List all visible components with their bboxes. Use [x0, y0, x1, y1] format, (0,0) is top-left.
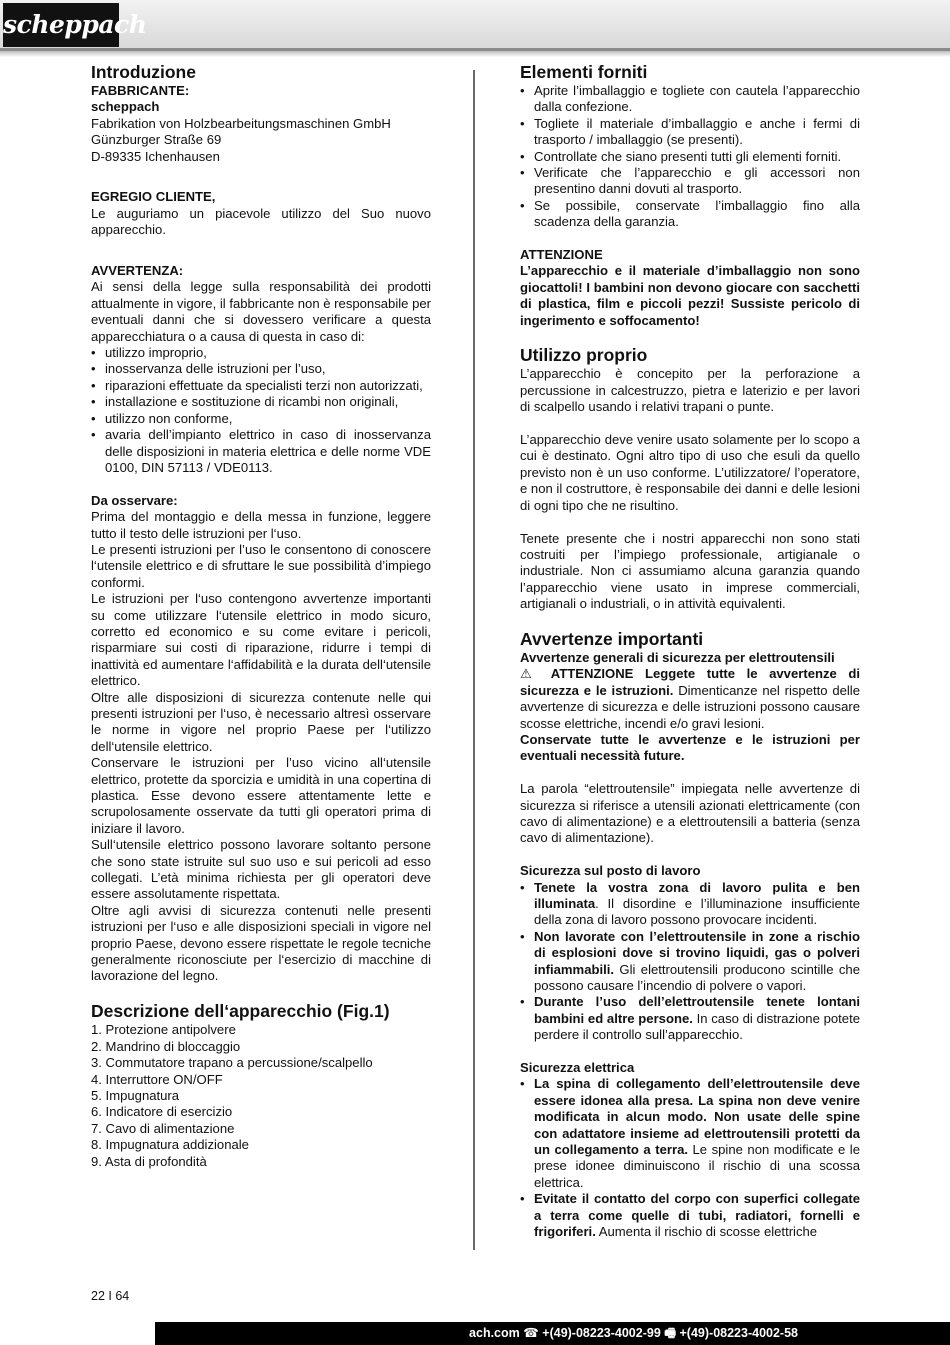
list-item: 3. Commutatore trapano a percussione/scalpello: [91, 1055, 373, 1071]
company-name: scheppach: [91, 99, 160, 115]
dear-customer-text: Le auguriamo un piacevole utilizzo del Suo nuovo apparecchio.: [91, 205, 431, 238]
list-item: 5. Impugnatura: [91, 1087, 180, 1103]
attention-text: L’apparecchio e il materiale d’imballaggio non sono giocattoli! I bambini non devono giocare con sacchetti di plastica, film e piccoli pezzi! Sussiste pericolo di ingerimento e soffocamento!: [520, 263, 860, 328]
note-paragraph: Prima del montaggio e della messa in funzione, leggere tutto il testo delle istruzioni per l‘uso.: [91, 509, 431, 541]
list-item: [520, 994, 860, 1043]
list-item-bold: Tenete la vostra zona di lavoro pulita e ben illuminata: [534, 879, 860, 911]
list-item-bold: Evitate il contatto del corpo con superfici collegate a terra come quelle di tubi, radiatori, fornelli e frigoriferi.: [534, 1191, 860, 1240]
supplied-list: [520, 83, 860, 231]
attention-label: ATTENZIONE: [520, 247, 603, 263]
footer-gap: [0, 1322, 155, 1345]
left-column: [91, 62, 431, 1170]
important-subtitle: Avvertenze generali di sicurezza per elettroutensili: [520, 649, 835, 665]
list-item-bold: Durante l’uso dell’elettroutensile tenete lontani bambini ed altre persone.: [534, 994, 860, 1026]
footer-contact: ach.com ☎ +(49)-08223-4002-99 🖷 +(49)-08223-4002-58: [469, 1326, 798, 1340]
list-item: • utilizzo improprio,: [91, 345, 431, 361]
list-item: [520, 1076, 860, 1191]
header-shadow: [0, 51, 950, 57]
list-item-bold: Non lavorate con l’elettroutensile in zone a rischio di esplosioni dove si trovino liquidi, gas o polveri infiammabili.: [534, 928, 860, 977]
safety-warning-text: Dimenticanze nel rispetto delle avvertenze di sicurezza e delle istruzioni possono causare scosse elettriche, incendi e/o gravi lesioni.: [520, 682, 860, 731]
safety-warning: [520, 666, 860, 732]
note-paragraph: Sull‘utensile elettrico possono lavorare soltanto persone che sono state istruite sul suo uso e sui pericoli ad esso collegati. L’età minima richiesta per gli operatori deve essere assolutamente rispettata.: [91, 837, 431, 902]
page-number: 22 I 64: [91, 1289, 130, 1303]
dear-customer-label: EGREGIO CLIENTE,: [91, 189, 216, 205]
electrical-safety-label: Sicurezza elettrica: [520, 1060, 635, 1076]
list-item: • utilizzo non conforme,: [91, 411, 431, 427]
note-label: Da osservare:: [91, 492, 178, 508]
list-item-text: In caso di distrazione potete perdere il controllo sull’apparecchio.: [534, 1010, 861, 1043]
electrical-safety-list: [520, 1076, 860, 1240]
list-item: 6. Indicatore di esercizio: [91, 1104, 233, 1120]
list-item: • inosservanza delle istruzioni per l’uso,: [91, 361, 431, 377]
warning-text: Ai sensi della legge sulla responsabilità dei prodotti attualmente in vigore, il fabbricante non è responsabile per eventuali danni che si dovessero verificare a questa apparecchiatura o a causa di questa in caso di:: [91, 279, 431, 344]
list-item: [520, 1191, 860, 1240]
list-item: [520, 929, 860, 995]
note-paragraph: Oltre agli avvisi di sicurezza contenuti nelle presenti istruzioni per l‘uso e alle disposizioni speciali in vigore nel proprio Paese, devono essere rispettate le regole tecniche generalmente riconosciute per l‘esercizio di macchine di lavorazione del legno.: [91, 902, 431, 984]
parts-list: [91, 1022, 431, 1170]
supplied-title: Elementi forniti: [520, 62, 648, 82]
list-item: 4. Interruttore ON/OFF: [91, 1071, 223, 1087]
important-title: Avvertenze importanti: [520, 628, 704, 649]
list-item: • riparazioni effettuate da specialisti terzi non autorizzati,: [91, 378, 431, 394]
list-item-text: Le spine non modificate e le prese idonee diminuiscono il rischio di una scossa elettrica.: [534, 1142, 860, 1190]
page-header: [0, 0, 950, 51]
proper-use-title: Utilizzo proprio: [520, 345, 648, 366]
right-column: [520, 62, 860, 1241]
company-street: Günzburger Straße 69: [91, 132, 222, 148]
list-item-text: Aumenta il rischio di scosse elettriche: [595, 1224, 818, 1240]
list-item-text: . Il disordine e l’illuminazione insufficiente della zona di lavoro possono provocare incidenti.: [534, 895, 860, 928]
term-definition: La parola “elettroutensile” impiegata nelle avvertenze di sicurezza si riferisce a utensili azionati elettricamente (con cavo di alimentazione) e a elettroutensili a batteria (senza cavo di alimentazione).: [520, 781, 860, 846]
list-item: • Aprite l’imballaggio e togliete con cautela l’apparecchio dalla confezione.: [520, 83, 860, 116]
note-paragraph: Le istruzioni per l‘uso contengono avvertenze importanti su come utilizzare l‘utensile elettrico in modo sicuro, corretto ed economico e su come evitare i pericoli, risparmiare sui costi di riparazione, ridurre i tempi di inattività ed aumentare l‘affidabilità e la durata dell‘utensile elettrico.: [91, 591, 431, 689]
warning-label: AVVERTENZA:: [91, 263, 184, 279]
list-item-bold: La spina di collegamento dell’elettroutensile deve essere idonea alla presa. La spina non deve venire modificata in alcun modo. Non usate delle spine con adattatore insieme ad elettroutensili protetti da un collegamento a terra.: [534, 1076, 860, 1158]
note-paragraph: Oltre alle disposizioni di sicurezza contenute nelle qui presenti istruzioni per l‘uso, è necessario altresì osservare le norme in vigore nel proprio Paese per l‘utilizzo dell‘utensile elettrico.: [91, 689, 431, 754]
description-title: Descrizione dell‘apparecchio (Fig.1): [91, 1001, 390, 1022]
list-item: 2. Mandrino di bloccaggio: [91, 1038, 241, 1054]
scheppach-logo: scheppach: [3, 3, 119, 47]
list-item: • installazione e sostituzione di ricambi non originali,: [91, 394, 431, 410]
list-item-text: Gli elettroutensili producono scintille che possono causare l’incendio di polvere o vapori.: [534, 961, 860, 994]
list-item: • Controllate che siano presenti tutti gli elementi forniti.: [520, 149, 860, 165]
warning-list: [91, 345, 431, 476]
list-item: 7. Cavo di alimentazione: [91, 1120, 235, 1136]
list-item: 8. Impugnatura addizionale: [91, 1137, 249, 1153]
list-item: • Se possibile, conservate l’imballaggio fino alla scadenza della garanzia.: [520, 198, 860, 231]
workplace-safety-list: [520, 880, 860, 1044]
company-city: D-89335 Ichenhausen: [91, 148, 220, 164]
proper-use-paragraph: L’apparecchio deve venire usato solamente per lo scopo a cui è destinato. Ogni altro tipo di uso che esuli da quello previsto non è un uso conforme. L’utilizzatore/ l’operatore, e non il costruttore, è responsabile dei danni e delle lesioni di ogni tipo che ne risultino.: [520, 432, 860, 513]
list-item: [520, 880, 860, 929]
list-item: • avaria dell’impianto elettrico in caso di inosservanza delle disposizioni in materia elettrica e delle norme VDE 0100, DIN 57113 / VDE0113.: [91, 427, 431, 476]
workplace-safety-label: Sicurezza sul posto di lavoro: [520, 863, 701, 879]
intro-title: Introduzione: [91, 62, 196, 82]
safety-warning-bold: ⚠ ATTENZIONE Leggete tutte le avvertenze di sicurezza e le istruzioni.: [520, 666, 860, 698]
list-item: • Togliete il materiale d’imballaggio e anche i fermi di trasporto / imballaggio (se presenti).: [520, 116, 860, 149]
note-paragraph: Le presenti istruzioni per l’uso le consentono di conoscere l‘utensile elettrico e di sfruttare le sue possibilità d’impiego conformi.: [91, 541, 431, 590]
manufacturer-label: FABBRICANTE:: [91, 83, 190, 98]
list-item: • Verificate che l’apparecchio e gli accessori non presentino danni dovuti al trasporto.: [520, 165, 860, 198]
column-divider: [473, 70, 475, 1250]
note-paragraph: Conservare le istruzioni per l’uso vicino all‘utensile elettrico, protette da sporcizia e umidità in una copertina di plastica. Esse devono essere attentamente lette e scrupolosamente osservate da tutti gli operatori prima di iniziare il lavoro.: [91, 755, 431, 836]
proper-use-paragraph: Tenete presente che i nostri apparecchi non sono stati costruiti per l’impiego professionale, artigianale o industriale. Non ci assumiamo alcuna garanzia quando l’apparecchio viene usato in imprese commerciali, artigianali o industriali, o in attività equivalenti.: [520, 530, 860, 612]
keep-instructions: Conservate tutte le avvertenze e le istruzioni per eventuali necessità future.: [520, 731, 860, 764]
list-item: 9. Asta di profondità: [91, 1153, 207, 1169]
company-full-name: Fabrikation von Holzbearbeitungsmaschinen GmbH: [91, 115, 391, 131]
list-item: 1. Protezione antipolvere: [91, 1022, 236, 1038]
proper-use-paragraph: L’apparecchio è concepito per la perforazione a percussione in calcestruzzo, pietra e laterizio e per lavori di scalpello usando i relativi trapani o punte.: [520, 366, 860, 415]
